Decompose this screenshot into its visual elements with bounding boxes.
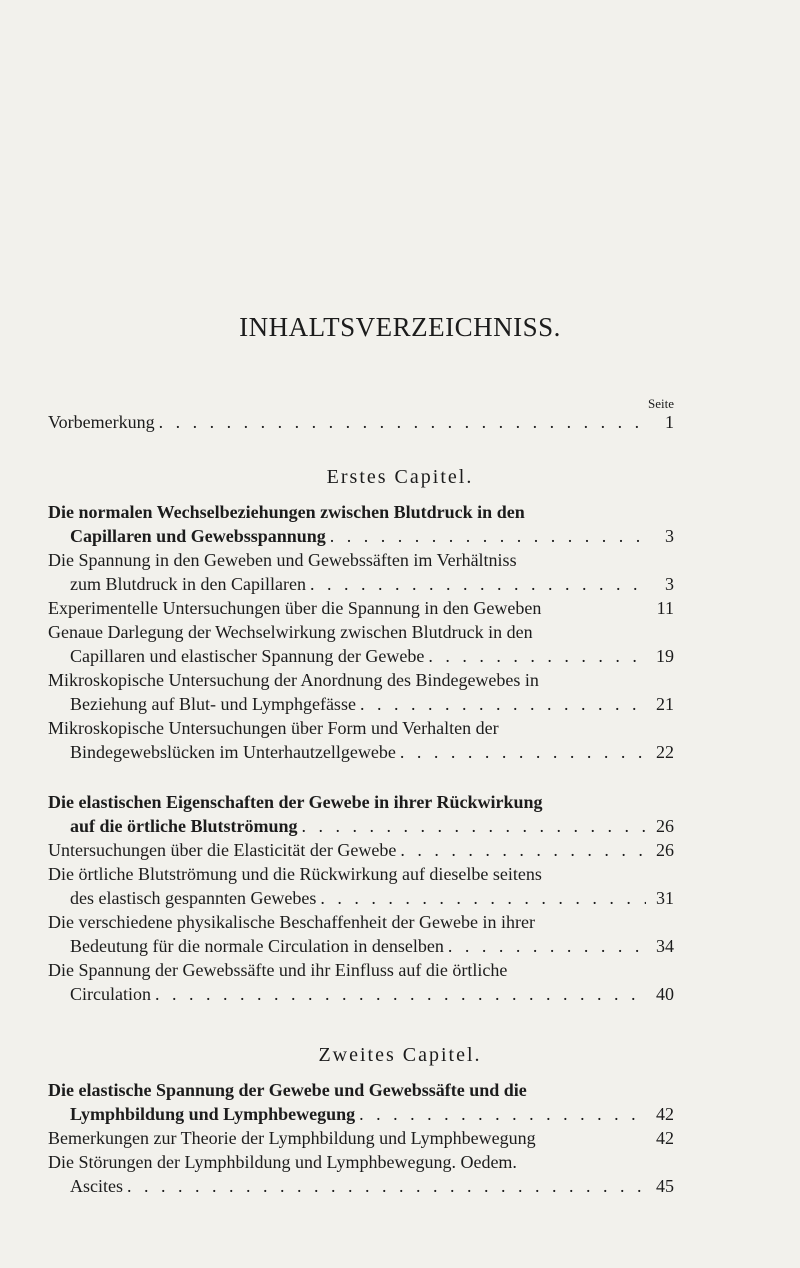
dot-leader xyxy=(123,1174,646,1198)
section-heading-line: Die elastischen Eigenschaften der Gewebe in ihrer Rückwirkung xyxy=(48,792,543,812)
dot-leader xyxy=(298,814,647,838)
toc-entry xyxy=(48,1150,674,1198)
dot-leader xyxy=(424,644,646,668)
dot-leader xyxy=(396,740,646,764)
entry-page: 42 xyxy=(656,1104,674,1124)
entry-text: Bindegewebslücken im Unterhautzellgewebe xyxy=(70,742,396,762)
entry-page: 40 xyxy=(656,984,674,1004)
section-heading-line: Die elastische Spannung der Gewebe und Gewebssäfte und die xyxy=(48,1080,527,1100)
section-heading-2 xyxy=(48,790,674,838)
entry-text: Mikroskopische Untersuchungen über Form und Verhalten der xyxy=(48,718,499,738)
section-heading-3 xyxy=(48,1078,674,1126)
entry-page: 3 xyxy=(665,526,674,546)
entry-text: Circulation xyxy=(70,984,151,1004)
dot-leader xyxy=(306,572,646,596)
entry-page: 11 xyxy=(656,598,674,618)
toc-entry xyxy=(48,716,674,764)
entry-text: Die verschiedene physikalische Beschaffenheit der Gewebe in ihrer xyxy=(48,912,535,932)
section-heading-line: Lymphbildung und Lymphbewegung xyxy=(70,1104,356,1124)
dot-leader xyxy=(355,1102,646,1126)
entry-text: Vorbemerkung xyxy=(48,412,155,432)
toc-entry xyxy=(48,596,674,620)
entry-page: 22 xyxy=(656,742,674,762)
entry-page: 26 xyxy=(656,840,674,860)
section-heading-line: Capillaren und Gewebsspannung xyxy=(70,526,326,546)
entry-page: 19 xyxy=(656,646,674,666)
entry-text: Beziehung auf Blut- und Lymphgefässe xyxy=(70,694,356,714)
entry-text: Capillaren und elastischer Spannung der Gewebe xyxy=(70,646,425,666)
section-heading-1 xyxy=(48,500,674,548)
entry-text: Die Spannung der Gewebssäfte und ihr Einfluss auf die örtliche xyxy=(48,960,508,980)
entry-text: Bedeutung für die normale Circulation in denselben xyxy=(70,936,444,956)
toc-entry xyxy=(48,668,674,716)
dot-leader xyxy=(356,692,646,716)
entry-page: 34 xyxy=(656,936,674,956)
entry-text: des elastisch gespannten Gewebes xyxy=(70,888,317,908)
section-heading-line: auf die örtliche Blutströmung xyxy=(70,816,298,836)
entry-text: Untersuchungen über die Elasticität der Gewebe xyxy=(48,840,397,860)
entry-text: Die Spannung in den Geweben und Gewebssäften im Verhältniss xyxy=(48,550,517,570)
chapter-heading-1: Erstes Capitel. xyxy=(326,466,474,488)
toc-entry xyxy=(48,548,674,596)
entry-page: 42 xyxy=(656,1128,674,1148)
toc-entry xyxy=(48,910,674,958)
dot-leader xyxy=(326,524,646,548)
dot-leader xyxy=(155,410,646,434)
toc-entry xyxy=(48,862,674,910)
entry-text: Die örtliche Blutströmung und die Rückwirkung auf dieselbe seitens xyxy=(48,864,542,884)
entry-text: Bemerkungen zur Theorie der Lymphbildung und Lymphbewegung xyxy=(48,1128,536,1148)
entry-text: zum Blutdruck in den Capillaren xyxy=(70,574,306,594)
entry-text: Ascites xyxy=(70,1176,123,1196)
dot-leader xyxy=(444,934,646,958)
toc-entry xyxy=(48,620,674,668)
toc-entry-vorbemerkung xyxy=(48,410,674,434)
entry-page: 3 xyxy=(665,574,674,594)
entry-page: 21 xyxy=(656,694,674,714)
toc-entry xyxy=(48,1126,674,1150)
dot-leader xyxy=(396,838,646,862)
dot-leader xyxy=(151,982,646,1006)
entry-text: Experimentelle Untersuchungen über die Spannung in den Geweben xyxy=(48,598,542,618)
entry-text: Mikroskopische Untersuchung der Anordnung des Bindegewebes in xyxy=(48,670,539,690)
page-column-header: Seite xyxy=(648,396,674,411)
page-title: INHALTSVERZEICHNISS. xyxy=(239,312,561,342)
entry-page: 1 xyxy=(665,412,674,432)
entry-page: 45 xyxy=(656,1176,674,1196)
entry-text: Die Störungen der Lymphbildung und Lymphbewegung. Oedem. xyxy=(48,1152,517,1172)
entry-page: 26 xyxy=(656,816,674,836)
dot-leader xyxy=(316,886,646,910)
entry-text: Genaue Darlegung der Wechselwirkung zwischen Blutdruck in den xyxy=(48,622,533,642)
section-heading-line: Die normalen Wechselbeziehungen zwischen Blutdruck in den xyxy=(48,502,525,522)
toc-entry xyxy=(48,838,674,862)
toc-entry xyxy=(48,958,674,1006)
chapter-heading-2: Zweites Capitel. xyxy=(318,1044,482,1066)
entry-page: 31 xyxy=(656,888,674,908)
